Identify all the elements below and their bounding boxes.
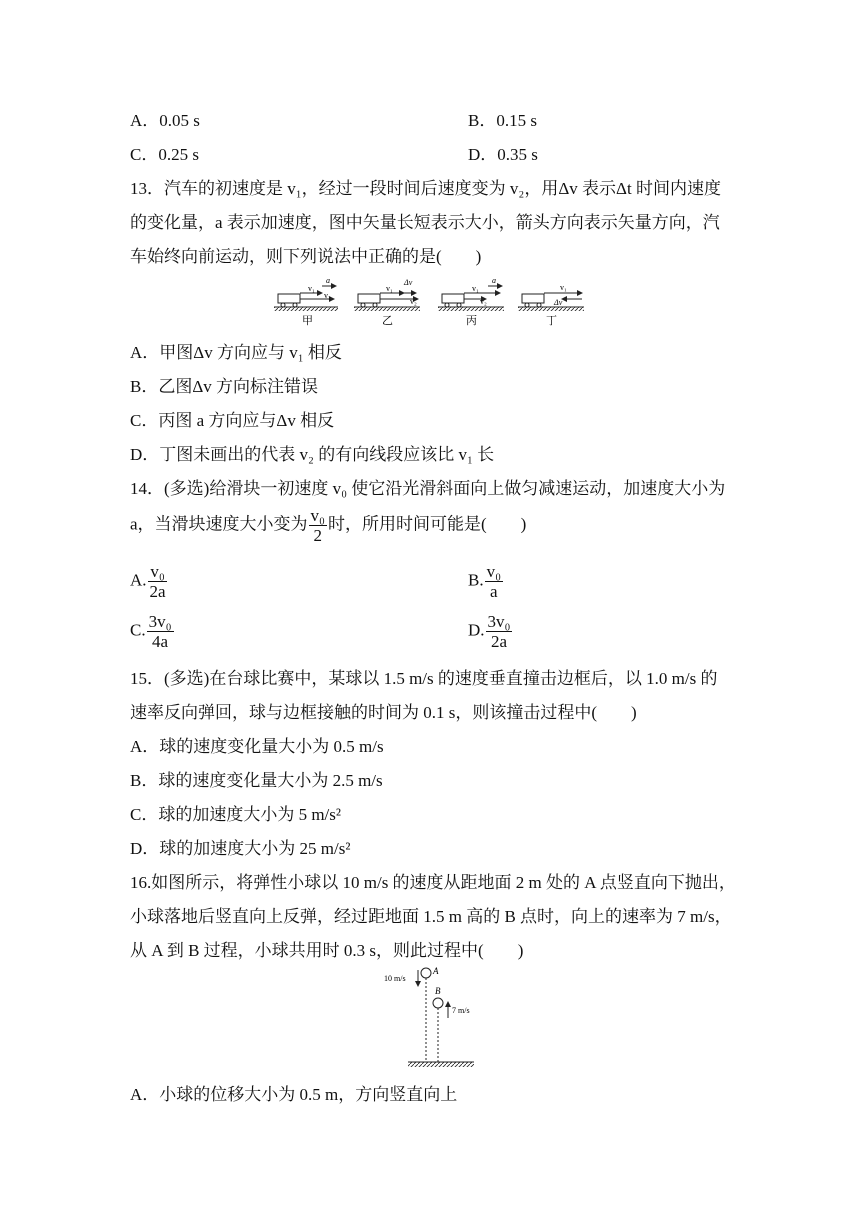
figure-label-bing: 丙 xyxy=(466,315,477,327)
q14-line2-pre: a，当滑块速度大小变为 xyxy=(130,514,308,534)
q14-option-a-fraction xyxy=(148,562,168,601)
q14-option-a-prefix: A. xyxy=(130,570,147,590)
q14-line2-post: 时，所用时间可能是( ) xyxy=(327,514,527,534)
q14-option-b-prefix: B. xyxy=(468,570,484,590)
q14-option-d-fraction xyxy=(486,612,513,651)
q14-option-d-den: 2a xyxy=(490,632,508,651)
q14-option-d-prefix: D. xyxy=(468,620,485,640)
q13-stem-line1: 13．汽车的初速度是 v₁，经过一段时间后速度变为 v₂，用Δv 表示Δt 时间内速度 xyxy=(130,179,721,198)
q14-option-a-den: 2a xyxy=(149,582,166,601)
q13-option-d: D．丁图未画出的代表 v₂ 的有向线段应该比 v₁ 长 xyxy=(130,445,495,464)
q13-stem-line3: 车始终向前运动，则下列说法中正确的是( ) xyxy=(130,247,482,266)
q14-fraction-numerator: v₀ xyxy=(310,506,325,525)
q13-option-a: A．甲图Δv 方向应与 v₁ 相反 xyxy=(130,343,342,362)
q14-stem-line1: 14．(多选)给滑块一初速度 v₀ 使它沿光滑斜面向上做匀减速运动，加速度大小为 xyxy=(130,479,726,498)
q14-option-c-num: 3v₀ xyxy=(148,612,172,631)
fig-speed-b: 7 m/s xyxy=(452,1006,470,1015)
figure-jia xyxy=(274,276,338,327)
q14-option-a-num: v₀ xyxy=(150,562,165,581)
q14-option-d xyxy=(468,612,513,651)
q13-option-b: B．乙图Δv 方向标注错误 xyxy=(130,377,319,396)
q12-option-d: D．0.35 s xyxy=(468,145,538,164)
jia-v1-label: v₁ xyxy=(308,284,315,293)
yi-v1-label: v₁ xyxy=(386,284,393,293)
q16-stem-line2: 小球落地后竖直向上反弹，经过距地面 1.5 m 高的 B 点时，向上的速率为 7 m/s， xyxy=(130,907,732,926)
fig-speed-a: 10 m/s xyxy=(384,974,406,983)
q15-stem-line1: 15．(多选)在台球比赛中，某球以 1.5 m/s 的速度垂直撞击边框后，以 1.0 m/s 的 xyxy=(130,669,718,688)
q15-option-c: C．球的加速度大小为 5 m/s² xyxy=(130,805,341,824)
q14-option-b xyxy=(468,562,504,601)
ball-a xyxy=(421,968,431,978)
ball-b xyxy=(433,998,443,1008)
q14-option-a xyxy=(130,562,169,601)
jia-a-label: a xyxy=(326,276,330,285)
figure-label-yi: 乙 xyxy=(382,315,393,327)
yi-dv-label: Δv xyxy=(404,278,413,287)
q14-option-c-prefix: C. xyxy=(130,620,146,640)
fig-label-a: A xyxy=(433,966,439,976)
q14-option-c-fraction xyxy=(147,612,174,651)
q16-stem-line3: 从 A 到 B 过程，小球共用时 0.3 s，则此过程中( ) xyxy=(130,941,524,960)
q14-option-b-den: a xyxy=(490,582,498,601)
ding-dv-label: Δv xyxy=(554,298,563,307)
q14-option-b-num: v₀ xyxy=(486,562,502,581)
jia-v2-label: v₂ xyxy=(324,291,331,300)
q13-stem-line2: 的变化量，a 表示加速度，图中矢量长短表示大小，箭头方向表示矢量方向，汽 xyxy=(130,213,720,232)
figure-label-ding: 丁 xyxy=(546,315,557,327)
figure-ding xyxy=(518,283,584,327)
figure-yi xyxy=(354,278,420,327)
q14-stem-line2 xyxy=(130,506,526,545)
q16-stem-line1: 16.如图所示，将弹性小球以 10 m/s 的速度从距地面 2 m 处的 A 点竖直向下抛出， xyxy=(130,873,736,892)
yi-v2-label: v₂ xyxy=(410,297,417,306)
q12-option-c: C．0.25 s xyxy=(130,145,199,164)
q12-option-b: B．0.15 s xyxy=(468,111,537,130)
q15-option-d: D．球的加速度大小为 25 m/s² xyxy=(130,839,351,858)
q14-option-c xyxy=(130,612,175,651)
figure-label-jia: 甲 xyxy=(302,315,313,327)
q14-fraction-denominator: 2 xyxy=(313,526,323,545)
q16-option-a: A．小球的位移大小为 0.5 m，方向竖直向上 xyxy=(130,1085,458,1104)
q15-option-a: A．球的速度变化量大小为 0.5 m/s xyxy=(130,737,384,756)
q14-option-c-den: 4a xyxy=(152,632,169,651)
q16-ball-figure xyxy=(378,960,488,1072)
q12-option-a: A．0.05 s xyxy=(130,111,200,130)
q13-option-c: C．丙图 a 方向应与Δv 相反 xyxy=(130,411,335,430)
bing-v1-label: v₁ xyxy=(472,284,479,293)
q15-stem-line2: 速率反向弹回，球与边框接触的时间为 0.1 s，则该撞击过程中( ) xyxy=(130,703,637,722)
bing-a-label: a xyxy=(492,276,496,285)
q15-option-b: B．球的速度变化量大小为 2.5 m/s xyxy=(130,771,383,790)
q14-option-b-fraction xyxy=(485,562,503,601)
q13-vector-figure xyxy=(270,272,590,328)
figure-bing xyxy=(438,276,504,327)
q14-option-d-num: 3v₀ xyxy=(487,612,511,631)
fig-label-b: B xyxy=(435,986,441,996)
bing-v2-label: v₂ xyxy=(480,297,487,306)
q14-half-v0-fraction xyxy=(309,506,327,545)
ding-v1-label: v₁ xyxy=(560,283,567,292)
ground-hatch xyxy=(408,1062,474,1067)
